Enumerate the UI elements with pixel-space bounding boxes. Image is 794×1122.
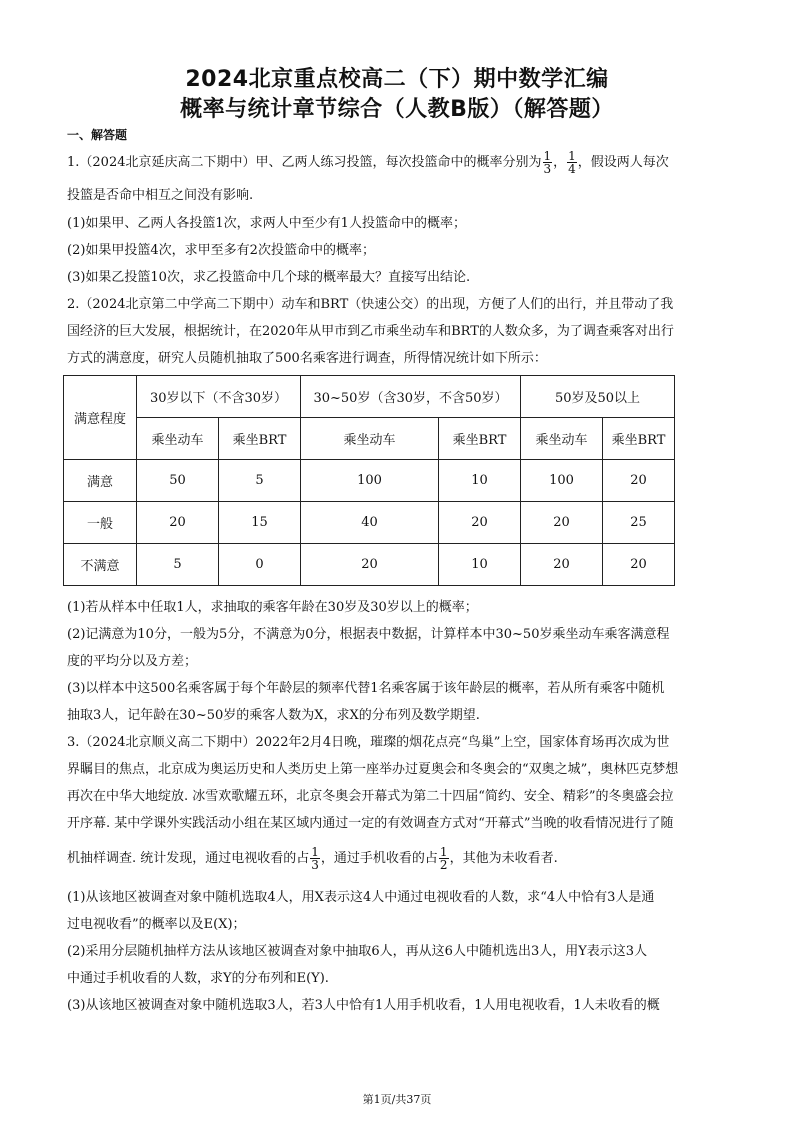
problem3-intro-line1: 3.（2024北京顺义高二下期中）2022年2月4日晚，璀璨的烟花点亮“鸟巢”上空，国家体育场再次成为世 (67, 735, 670, 750)
problem3-question1-line2: 过电视收看”的概率以及E(X)； (67, 917, 246, 932)
table-cell: 5 (219, 460, 301, 502)
problem3-intro-line4: 开序幕. 某中学课外实践活动小组在某区域内通过一定的有效调查方式对“开幕式”当晚的收看情况进行了随 (67, 816, 674, 831)
problem1-intro-line2: 投篮是否命中相互之间没有影响. (67, 188, 254, 203)
table-row (64, 460, 675, 502)
problem3-intro-text-cont: ，通过手机收看的占 (320, 851, 438, 866)
problem2-question3-line2: 抽取3人，记年龄在30~50岁的乘客人数为X，求X的分布列及数学期望. (67, 708, 480, 723)
table-mode: 乘坐BRT (219, 418, 301, 460)
comma: ， (553, 155, 567, 170)
table-row-header: 满意程度 (64, 376, 137, 460)
table-cell: 20 (439, 502, 521, 544)
table-cell: 100 (301, 460, 439, 502)
table-row-label: 一般 (64, 502, 137, 544)
fraction-numerator: 1 (568, 149, 576, 163)
problem3-question2-line2: 中通过手机收看的人数，求Y的分布列和E(Y). (67, 971, 329, 986)
problem3-intro-line2: 界瞩目的焦点，北京成为奥运历史和人类历史上第一座举办过夏奥会和冬奥会的“双奥之城”，奥林匹克梦想 (67, 762, 679, 777)
table-mode: 乘坐动车 (137, 418, 219, 460)
table-mode: 乘坐动车 (521, 418, 603, 460)
table-cell: 10 (439, 460, 521, 502)
table-cell: 25 (603, 502, 675, 544)
problem2-intro-line3: 方式的满意度，研究人员随机抽取了500名乘客进行调查，所得情况统计如下所示： (67, 351, 547, 366)
table-cell: 15 (219, 502, 301, 544)
table-cell: 0 (219, 544, 301, 586)
problem3-intro-text-end: ，其他为未收看者. (449, 851, 558, 866)
problem3-intro-line3: 再次在中华大地绽放. 冰雪欢歌耀五环，北京冬奥会开幕式为第二十四届“简约、安全、精彩”的冬奥盛会拉 (67, 789, 674, 804)
problem3-question1-line1: (1)从该地区被调查对象中随机选取4人，用X表示这4人中通过电视收看的人数，求“4人中恰有3人是通 (67, 890, 655, 905)
table-cell: 50 (137, 460, 219, 502)
fraction-denominator: 3 (543, 162, 552, 176)
table-age-group: 30岁以下（不含30岁） (137, 376, 301, 418)
problem3-question3-line1: (3)从该地区被调查对象中随机选取3人，若3人中恰有1人用手机收看，1人用电视收看，1人未收看的概 (67, 998, 660, 1013)
fraction-numerator: 1 (439, 845, 448, 859)
problem3-fraction-one-half (439, 846, 449, 871)
problem1-intro-line1 (67, 150, 737, 175)
section-heading: 一、解答题 (67, 128, 128, 142)
table-header-row-age (64, 376, 675, 418)
table-cell: 10 (439, 544, 521, 586)
problem3-intro-text: 机抽样调查. 统计发现，通过电视收看的占 (67, 851, 310, 866)
document-title-line2: 概率与统计章节综合（人教B版）（解答题） (180, 97, 614, 122)
problem1-question1: (1)如果甲、乙两人各投篮1次，求两人中至少有1人投篮命中的概率； (67, 216, 466, 231)
problem3-fraction-one-third (310, 846, 320, 871)
problem1-fraction-one-quarter (567, 150, 577, 175)
problem2-question2-line1: (2)记满意为10分，一般为5分，不满意为0分，根据表中数据，计算样本中30~50岁乘坐动车乘客满意程 (67, 627, 670, 642)
table-cell: 20 (301, 544, 439, 586)
satisfaction-survey-table (63, 375, 675, 586)
problem1-question2: (2)如果甲投篮4次，求甲至多有2次投篮命中的概率； (67, 243, 375, 258)
problem2-intro-line1: 2.（2024北京第二中学高二下期中）动车和BRT（快速公交）的出现，方便了人们的出行，并且带动了我 (67, 297, 674, 312)
problem1-question3: (3)如果乙投篮10次，求乙投篮命中几个球的概率最大？直接写出结论. (67, 270, 471, 285)
table-age-group: 30~50岁（含30岁，不含50岁） (301, 376, 521, 418)
problem2-question1: (1)若从样本中任取1人，求抽取的乘客年龄在30岁及30岁以上的概率； (67, 600, 478, 615)
fraction-denominator: 2 (439, 858, 448, 872)
table-row-label: 满意 (64, 460, 137, 502)
problem1-intro-text: 1.（2024北京延庆高二下期中）甲、乙两人练习投篮，每次投篮命中的概率分别为 (67, 155, 542, 170)
problem2-question2-line2: 度的平均分以及方差； (67, 654, 198, 669)
table-mode: 乘坐BRT (603, 418, 675, 460)
table-cell: 5 (137, 544, 219, 586)
table-row (64, 502, 675, 544)
fraction-numerator: 1 (543, 149, 552, 163)
table-cell: 20 (603, 460, 675, 502)
table-mode: 乘坐BRT (439, 418, 521, 460)
problem1-fraction-one-third (543, 150, 553, 175)
problem1-intro-text-cont: ，假设两人每次 (577, 155, 669, 170)
fraction-numerator: 1 (311, 845, 319, 859)
document-title-line1: 2024北京重点校高二（下）期中数学汇编 (185, 67, 609, 92)
problem2-intro-line2: 国经济的巨大发展，根据统计，在2020年从甲市到乙市乘坐动车和BRT的人数众多，为了调查乘客对出行 (67, 324, 674, 339)
table-row-label: 不满意 (64, 544, 137, 586)
table-cell: 20 (603, 544, 675, 586)
table-age-group: 50岁及50以上 (521, 376, 675, 418)
fraction-denominator: 4 (568, 162, 576, 176)
table-mode: 乘坐动车 (301, 418, 439, 460)
problem3-question2-line1: (2)采用分层随机抽样方法从该地区被调查对象中抽取6人，再从这6人中随机选出3人，用Y表示这3人 (67, 944, 648, 959)
page-number: 第1页/共37页 (362, 1093, 432, 1106)
table-cell: 20 (521, 544, 603, 586)
table-cell: 20 (521, 502, 603, 544)
table-cell: 40 (301, 502, 439, 544)
table-cell: 100 (521, 460, 603, 502)
table-cell: 20 (137, 502, 219, 544)
problem2-question3-line1: (3)以样本中这500名乘客属于每个年龄层的频率代替1名乘客属于该年龄层的概率，若从所有乘客中随机 (67, 681, 665, 696)
fraction-denominator: 3 (311, 858, 319, 872)
table-row (64, 544, 675, 586)
problem3-intro-line5 (67, 846, 737, 871)
table-header-row-mode (64, 418, 675, 460)
